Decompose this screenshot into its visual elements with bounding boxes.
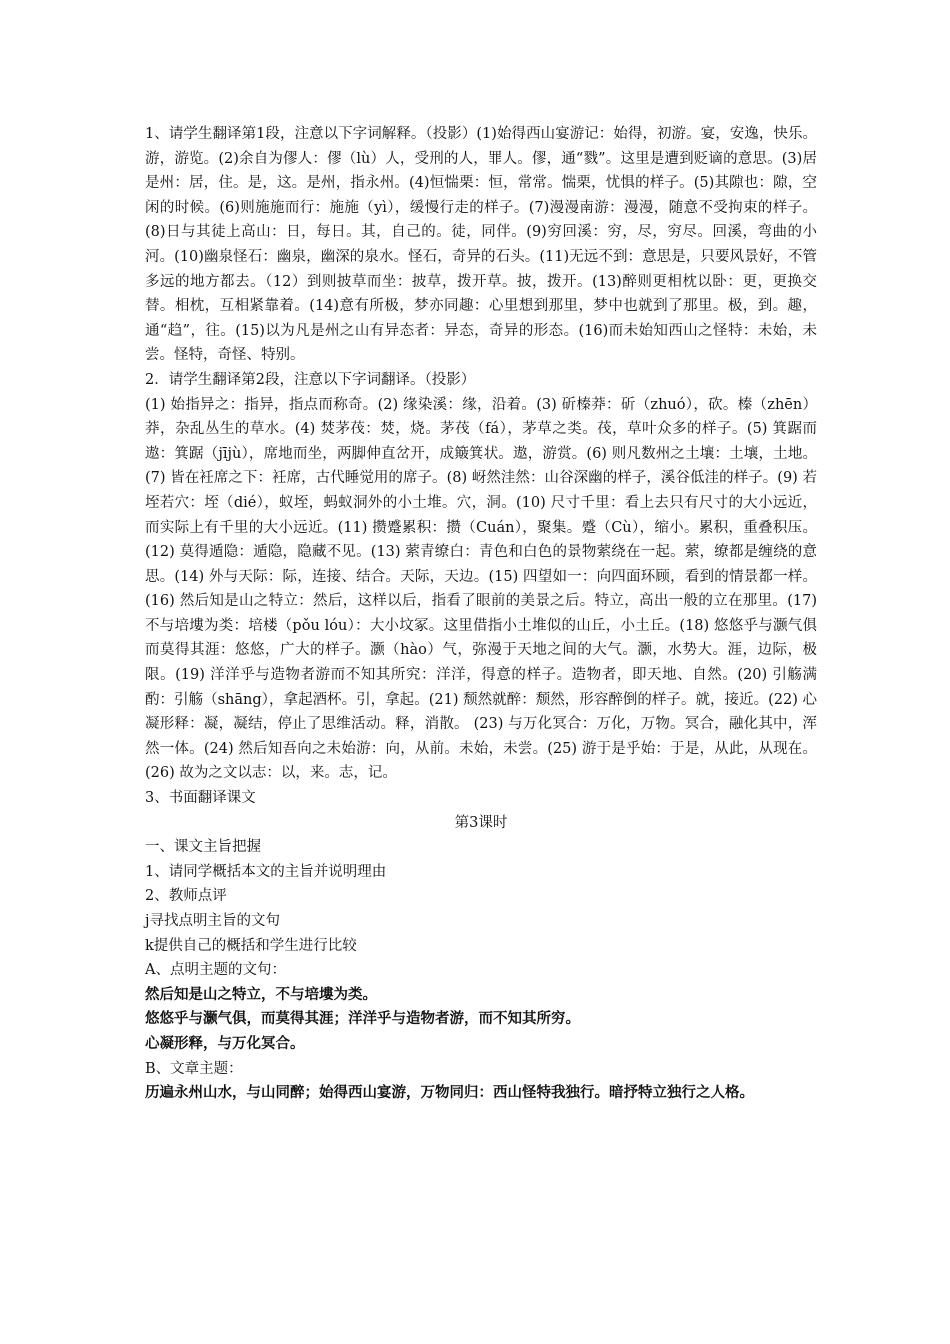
lesson-title: 第3课时	[454, 814, 508, 831]
part1-item2: 2、教师点评	[145, 888, 227, 905]
section2-text: (1) 始指异之：指异，指点而称奇。(2) 缘染溪：缘，沿着。(3) 斫榛莽：斫（zhuó），砍。榛（zhēn）莽，杂乱丛生的草水。(4) 焚茅茷：焚，烧。茅茷（fá），茅草之类。茷，草叶众多的样子。(5) 箕踞而遨：箕踞（jījù），席地而坐，两脚伸直岔开，成簸箕状。遨，游赏。(6) 则凡数州之土壤：土壤，土地。(7) 皆在衽席之下：衽席，古代睡觉用的席子。(8) 岈然洼然：山谷深幽的样子，溪谷低洼的样子。(9) 若垤若穴：垤（dié），蚁垤，蚂蚁洞外的小土堆。穴，洞。(10) 尺寸千里：看上去只有尺寸的大小远近，而实际上有千里的大小远近。(11) 攒蹙累积：攒（Cuán），聚集。蹙（Cù），缩小。累积，重叠积压。(12) 莫得遁隐：遁隐，隐藏不见。(13) 萦青缭白：青色和白色的景物萦绕在一起。萦，缭都是缠绕的意思。(14) 外与天际：际，连接、结合。天际，天边。(15) 四望如一：向四面环顾，看到的情景都一样。(16) 然后知是山之特立：然后，这样以后，指看了眼前的美景之后。特立，高出一般的立在那里。(17) 不与培塿为类：培楼（pǒu lóu）：大小坟冢。这里借指小土堆似的山丘，小土丘。(18) 悠悠乎与灏气俱而莫得其涯：悠悠，广大的样子。灏（hào）气，弥漫于天地之间的大气。灏，水势大。涯，边际，极限。(19) 洋洋乎与造物者游而不知其所究：洋洋，得意的样子。造物者，即天地、自然。(20) 引觞满酌：引觞（shāng），拿起酒杯。引，拿起。(21) 颓然就醉：颓然，形容醉倒的样子。就，接近。(22) 心凝形释：凝，凝结，停止了思维活动。释，消散。 (23) 与万化冥合：万化，万物。冥合，融化其中，浑然一体。(24) 然后知吾向之未始游：向，从前。未始，未尝。(25) 游于是乎始：于是，从此，从现在。(26) 故为之文以志：以，来。志，记。	[145, 396, 817, 782]
part1-heading: 一、课文主旨把握	[145, 839, 261, 856]
theme-sentence-3: 心凝形释，与万化冥合。	[145, 1034, 305, 1052]
theme-sentence-2: 悠悠乎与灏气俱，而莫得其涯；洋洋乎与造物者游，而不知其所穷。	[145, 1010, 580, 1028]
document-page	[145, 122, 817, 1106]
theme-sentence-1: 然后知是山之特立，不与培塿为类。	[145, 985, 377, 1003]
part1-sub-j: j寻找点明主旨的文句	[145, 913, 280, 929]
article-theme: 历遍永州山水，与山同醉；始得西山宴游，万物同归：西山怪特我独行。暗抒特立独行之人格。	[145, 1084, 754, 1102]
section1-paragraph	[145, 122, 817, 368]
section2-heading: 2．请学生翻译第2段，注意以下字词翻译。（投影）	[145, 371, 476, 388]
part1-item1: 1、请同学概括本文的主旨并说明理由	[145, 863, 387, 880]
section1-heading: 1、请学生翻译第1段，注意以下字词解释。（投影）	[145, 126, 477, 142]
part1-b-heading: B、文章主题：	[145, 1060, 243, 1077]
part1-sub-k: k提供自己的概括和学生进行比较	[145, 937, 357, 954]
section3-heading: 3、书面翻译课文	[145, 790, 256, 807]
section1-text: (1)始得西山宴游记：始得，初游。宴，安逸，快乐。游，游览。(2)余自为僇人：僇（lù）人，受刑的人，罪人。僇，通“戮”。这里是遭到贬谪的意思。(3)居是州：居，住。是，这。是州，指永州。(4)恒惴栗：恒，常常。惴栗，忧惧的样子。(5)其隙也：隙，空闲的时候。(6)则施施而行：施施（yì），缓慢行走的样子。(7)漫漫南游：漫漫，随意不受拘束的样子。(8)日与其徒上高山：日，每日。其，自己的。徒，同伴。(9)穷回溪：穷，尽，穷尽。回溪，弯曲的小河。(10)幽泉怪石：幽泉，幽深的泉水。怪石，奇异的石头。(11)无远不到：意思是，只要风景好，不管多远的地方都去。（12）到则披草而坐：披草，拨开草。披，拨开。(13)醉则更相枕以卧：更，更换交替。相枕，互相紧靠着。(14)意有所极，梦亦同趣：心里想到那里，梦中也就到了那里。极，到。趣，通“趋”，往。(15)以为凡是州之山有异态者：异态，奇异的形态。(16)而未始知西山之怪特：未始，未尝。怪特，奇怪、特别。	[145, 126, 817, 364]
part1-a-heading: A、点明主题的文句：	[145, 962, 286, 979]
